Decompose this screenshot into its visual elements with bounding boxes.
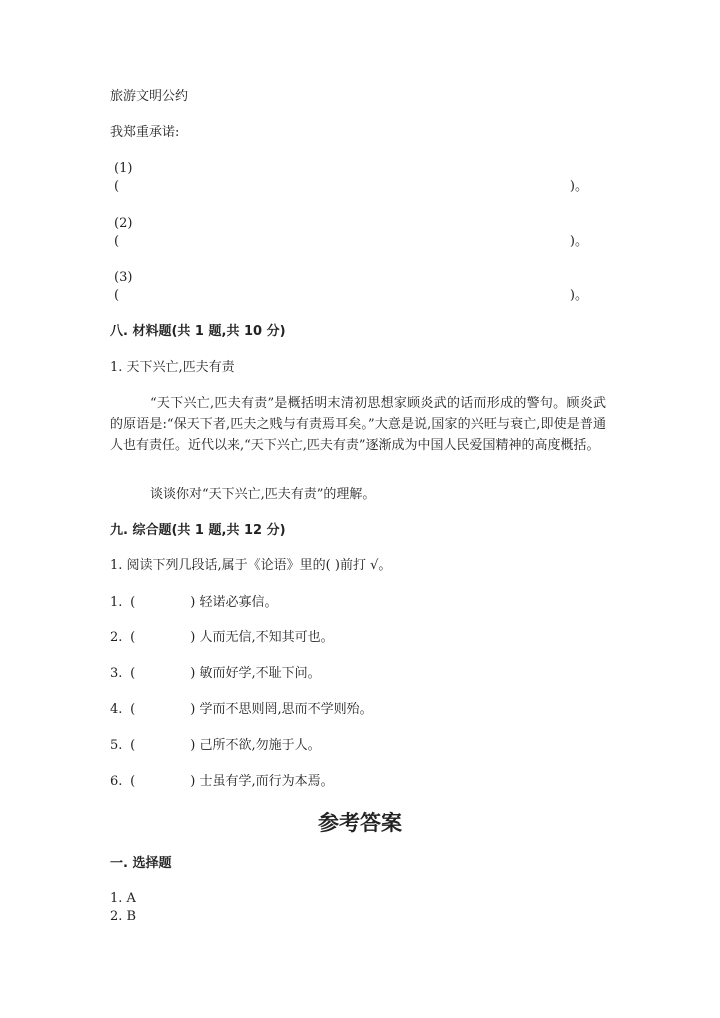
pledge-item-2-number: (2) <box>114 216 133 231</box>
answer-2: 2. B <box>110 909 137 924</box>
option-label: 2. <box>110 630 123 645</box>
pledge-item-1-blank <box>114 178 588 196</box>
option-text: 学而不思则罔,思而不学则殆。 <box>199 702 373 717</box>
pledge-intro: 我郑重承诺: <box>110 125 180 140</box>
section-9-heading: 九. 综合题(共 1 题,共 12 分) <box>110 523 286 538</box>
option-label: 6. <box>110 774 123 789</box>
pledge-title: 旅游文明公约 <box>110 89 189 104</box>
option-text: 士虽有学,而行为本焉。 <box>199 774 334 789</box>
option-close-paren: ) <box>190 702 196 717</box>
option-close-paren: ) <box>190 630 196 645</box>
option-open-paren: ( <box>130 595 136 610</box>
option-close-paren: ) <box>190 774 196 789</box>
option-6 <box>110 773 334 791</box>
option-3 <box>110 665 321 683</box>
option-label: 3. <box>110 666 123 681</box>
option-open-paren: ( <box>130 774 136 789</box>
option-close-paren: ) <box>190 666 196 681</box>
option-text: 己所不欲,勿施于人。 <box>199 738 321 753</box>
option-open-paren: ( <box>130 666 136 681</box>
option-4 <box>110 701 373 719</box>
option-1 <box>110 594 278 612</box>
option-open-paren: ( <box>130 738 136 753</box>
pledge-item-1-number: (1) <box>114 161 133 176</box>
option-2 <box>110 629 334 647</box>
option-5 <box>110 737 321 755</box>
option-close-paren: ) <box>190 595 196 610</box>
answers-section-1-heading: 一. 选择题 <box>110 856 172 871</box>
option-close-paren: ) <box>190 738 196 753</box>
pledge-item-2-blank <box>114 233 588 251</box>
section-8-question: 1. 天下兴亡,匹夫有责 <box>110 360 235 375</box>
close-paren: )。 <box>569 234 588 249</box>
open-paren: ( <box>114 288 120 303</box>
option-open-paren: ( <box>130 702 136 717</box>
answers-title: 参考答案 <box>318 811 402 835</box>
answer-1: 1. A <box>110 891 136 906</box>
open-paren: ( <box>114 234 120 249</box>
option-text: 敏而好学,不耻下问。 <box>199 666 321 681</box>
section-8-heading: 八. 材料题(共 1 题,共 10 分) <box>110 324 286 339</box>
option-label: 5. <box>110 738 123 753</box>
close-paren: )。 <box>569 179 588 194</box>
option-label: 4. <box>110 702 123 717</box>
option-text: 轻诺必寡信。 <box>199 595 278 610</box>
open-paren: ( <box>114 179 120 194</box>
close-paren: )。 <box>569 288 588 303</box>
pledge-item-3-number: (3) <box>114 270 133 285</box>
option-label: 1. <box>110 595 123 610</box>
section-9-question: 1. 阅读下列几段话,属于《论语》里的( )前打 √。 <box>110 558 392 573</box>
option-open-paren: ( <box>130 630 136 645</box>
section-8-prompt: 谈谈你对“天下兴亡,匹夫有责”的理解。 <box>150 487 376 502</box>
section-8-paragraph: “天下兴亡,匹夫有责”是概括明末清初思想家顾炎武的话而形成的警句。顾炎武的原语是:“保天下者,匹夫之贱与有责焉耳矣。”大意是说,国家的兴旺与衰亡,即使是普通人也有责任。近代以来,“天下兴亡,匹夫有责”逐渐成为中国人民爱国精神的高度概括。 <box>110 396 606 453</box>
option-text: 人而无信,不知其可也。 <box>199 630 334 645</box>
pledge-item-3-blank <box>114 287 588 305</box>
